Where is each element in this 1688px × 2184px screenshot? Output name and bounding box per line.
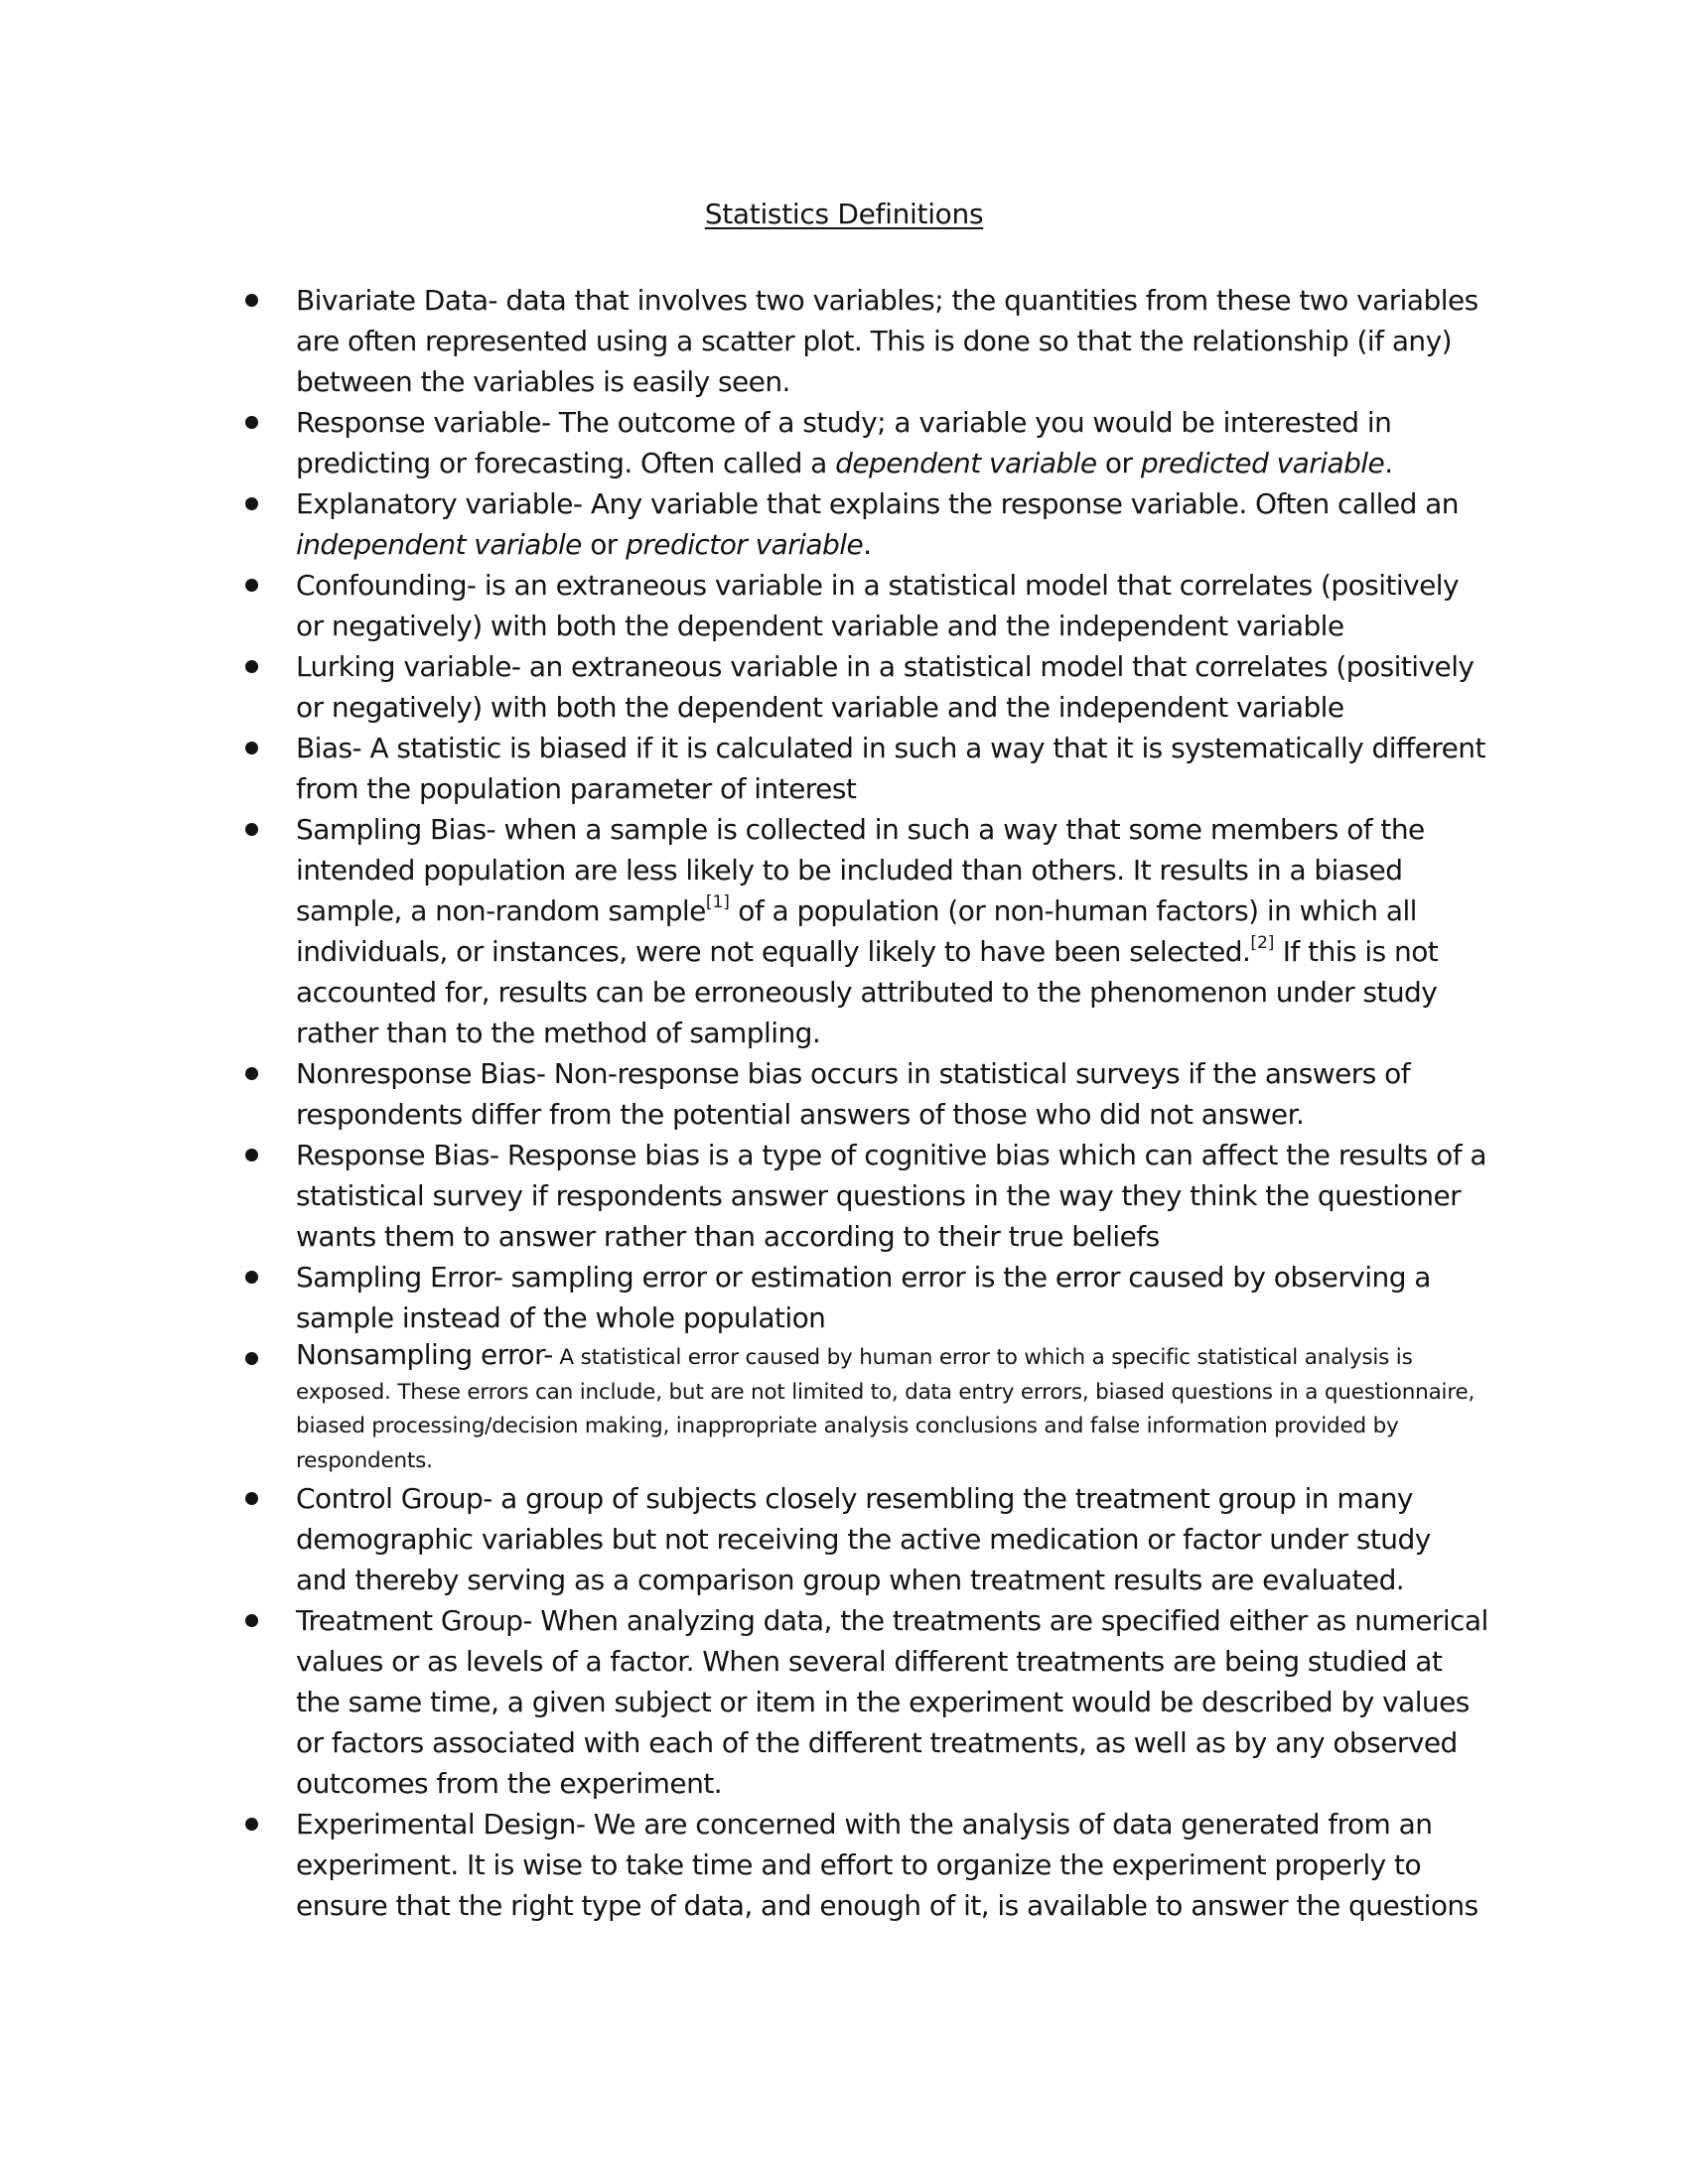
term-label: Confounding- (296, 569, 477, 602)
bullet-icon (245, 294, 258, 307)
list-item-lurking-variable (0, 646, 1688, 728)
definition-text: data that involves two variables; the quantities from these two variables are often represented using a scatter plot. This is done so that the relationship (if any) between the variables is easily seen. (296, 284, 1478, 398)
list-item-experimental-design (0, 1804, 1688, 1926)
reference-link[interactable]: [2] (1250, 933, 1275, 953)
definition-text: a group of subjects closely resembling the treatment group in many demographic variables but not receiving the active medication or factor under study and thereby serving as a comparison group when treatment results are evaluated. (296, 1482, 1431, 1596)
definition-text: an extraneous variable in a statistical model that correlates (positively or negatively) with both the dependent variable and the independent variable (296, 650, 1475, 724)
bullet-icon (245, 579, 258, 592)
bullet-icon (245, 416, 258, 429)
definitions-list (0, 280, 1688, 1926)
bullet-icon (245, 497, 258, 510)
definition-text: is an extraneous variable in a statistical model that correlates (positively or negatively) with both the dependent variable and the independent variable (296, 569, 1460, 642)
list-item-explanatory-variable (0, 483, 1688, 565)
term-label: Bivariate Data- (296, 284, 497, 317)
term-label: Nonresponse Bias- (296, 1057, 546, 1090)
italic-term: independent variable (296, 528, 582, 561)
list-item-bias (0, 728, 1688, 809)
list-item-control-group (0, 1478, 1688, 1600)
definition-text: The outcome of a study; a variable you would be interested in predicting or forecasting. Often called a (296, 406, 1392, 479)
bullet-icon (245, 1271, 258, 1284)
bullet-icon (245, 1614, 258, 1627)
definition-text: or (581, 528, 627, 561)
list-item-nonsampling-error (0, 1338, 1688, 1478)
definition-text: or (1096, 447, 1141, 479)
definition-text: Response bias is a type of cognitive bias which can affect the results of a statistical survey if respondents answer questions in the way they think the questioner wants them to answer rather than according to their true beliefs (296, 1139, 1486, 1253)
list-item-response-bias (0, 1135, 1688, 1257)
term-label: Treatment Group- (296, 1604, 532, 1637)
definition-text: When analyzing data, the treatments are specified either as numerical values or as levels of a factor. When several different treatments are being studied at the same time, a given subject or item in the experiment would be described by values or factors associated with each of the different treatments, as well as by any observed outcomes from the experiment. (296, 1604, 1488, 1800)
bullet-icon (245, 1492, 258, 1505)
list-item-response-variable (0, 402, 1688, 483)
definition-text: If this is not accounted for, results can be erroneously attributed to the phenomenon under study rather than to the method of sampling. (296, 935, 1439, 1049)
italic-term: predictor variable (626, 528, 864, 561)
term-label: Explanatory variable- (296, 487, 583, 520)
term-label: Sampling Error- (296, 1261, 503, 1294)
definition-text: Non-response bias occurs in statistical surveys if the answers of respondents differ from the potential answers of those who did not answer. (296, 1057, 1411, 1131)
bullet-icon (245, 823, 258, 836)
list-item-nonresponse-bias (0, 1053, 1688, 1135)
definition-text: A statistical error caused by human error to which a specific statistical analysis is exposed. These errors can include, but are not limited to, data entry errors, biased questions in a questionnaire, biased processing/decision making, inappropriate analysis conclusions and false information provided by respondents. (296, 1345, 1476, 1473)
bullet-icon (245, 1149, 258, 1161)
italic-term: predicted variable (1140, 447, 1385, 479)
term-label: Sampling Bias- (296, 813, 496, 846)
definition-text: We are concerned with the analysis of data generated from an experiment. It is wise to take time and effort to organize the experiment properly to ensure that the right type of data, and enough of it, is available to answer the questions (296, 1808, 1478, 1922)
bullet-icon (245, 1352, 258, 1365)
definition-text: sampling error or estimation error is the error caused by observing a sample instead of the whole population (296, 1261, 1431, 1334)
definition-text: . (1384, 447, 1393, 479)
definition-text: A statistic is biased if it is calculated in such a way that it is systematically different from the population parameter of interest (296, 732, 1485, 805)
bullet-icon (245, 742, 258, 754)
page-title: Statistics Definitions (704, 198, 984, 230)
italic-term: dependent variable (835, 447, 1097, 479)
term-label: Experimental Design- (296, 1808, 586, 1841)
term-label: Bias- (296, 732, 362, 764)
list-item-bivariate-data (0, 280, 1688, 402)
bullet-icon (245, 1818, 258, 1831)
definition-text: Any variable that explains the response variable. Often called an (582, 487, 1459, 520)
reference-link[interactable]: [1] (705, 892, 730, 912)
list-item-confounding (0, 565, 1688, 646)
definition-text: . (863, 528, 872, 561)
definition-text: when a sample is collected in such a way that some members of the intended population are less likely to be included than others. It results in a biased sample, a non-random sample (296, 813, 1425, 927)
term-label: Lurking variable- (296, 650, 521, 683)
definition-text: of a population (or non-human factors) in which all individuals, or instances, were not equally likely to have been selected. (296, 894, 1417, 968)
term-label: Response variable- (296, 406, 551, 439)
list-item-sampling-error (0, 1257, 1688, 1338)
bullet-icon (245, 1067, 258, 1080)
bullet-icon (245, 660, 258, 673)
term-label: Nonsampling error- (296, 1338, 553, 1371)
term-label: Response Bias- (296, 1139, 499, 1171)
term-label: Control Group- (296, 1482, 492, 1515)
list-item-treatment-group (0, 1600, 1688, 1804)
list-item-sampling-bias (0, 809, 1688, 1053)
